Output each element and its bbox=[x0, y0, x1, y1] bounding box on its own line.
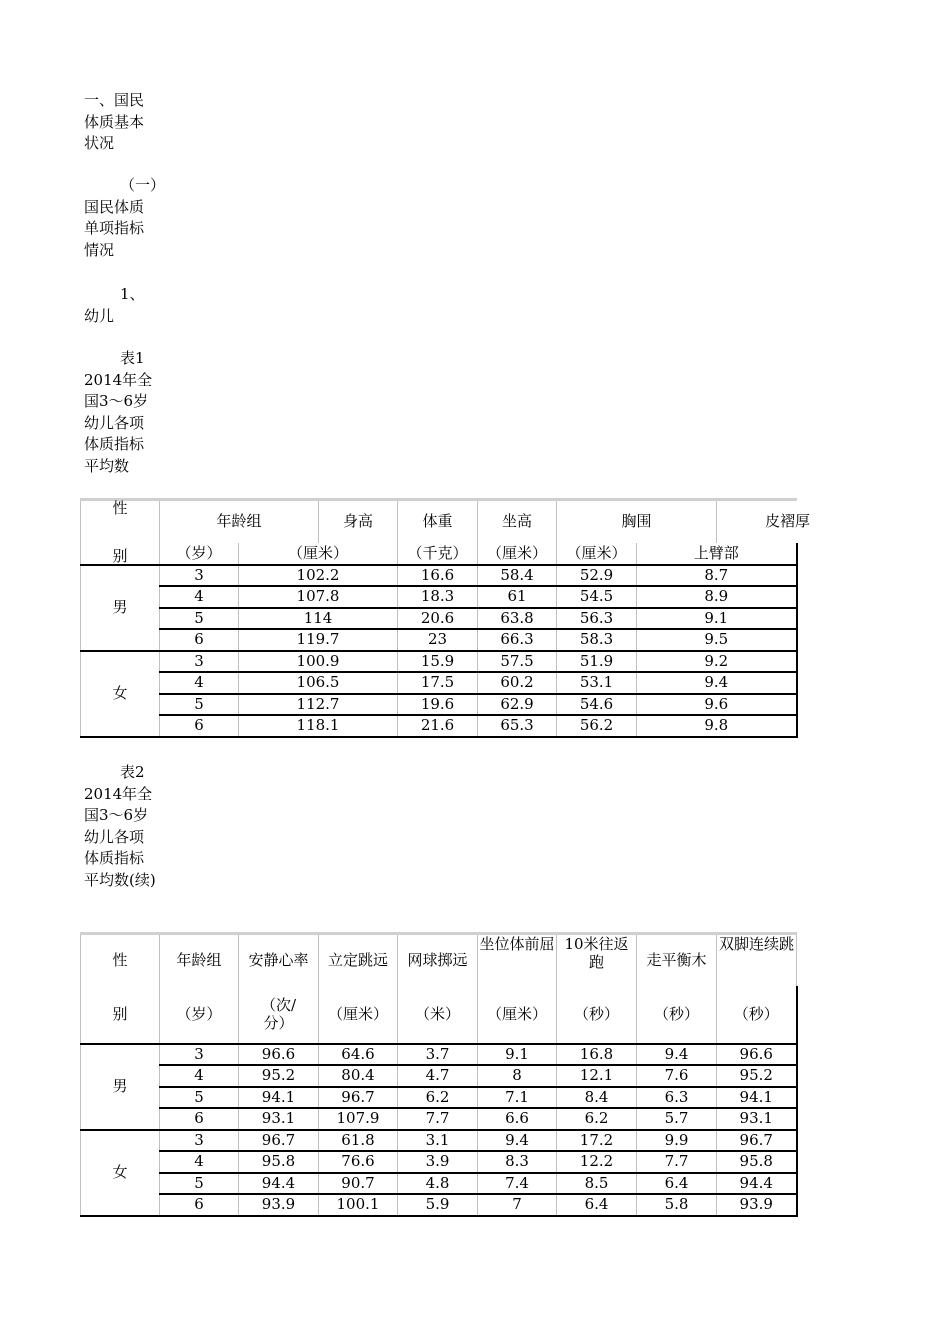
t2-cell: 8 bbox=[478, 1065, 557, 1087]
t1-cell: 17.5 bbox=[398, 672, 478, 694]
t2-cell: 8.3 bbox=[478, 1151, 557, 1173]
t1-cell: 9.1 bbox=[637, 608, 797, 630]
t2-cell: 7 bbox=[478, 1194, 557, 1216]
t1-cell: 53.1 bbox=[557, 672, 637, 694]
t2-cell: 3 bbox=[160, 1044, 239, 1066]
t2-cell: 16.8 bbox=[557, 1044, 637, 1066]
t1-cell: 100.9 bbox=[239, 651, 398, 673]
t1-cell: 56.2 bbox=[557, 715, 637, 737]
t1-cell: 5 bbox=[160, 608, 239, 630]
t2-cell: 7.4 bbox=[478, 1173, 557, 1195]
t2-cell: 61.8 bbox=[319, 1130, 398, 1152]
t1-unit-sitting-height: （厘米） bbox=[478, 543, 557, 565]
t1-cell: 5 bbox=[160, 694, 239, 716]
t1-cell: 8.7 bbox=[637, 565, 797, 587]
t1-cell: 20.6 bbox=[398, 608, 478, 630]
t1-cell: 54.5 bbox=[557, 586, 637, 608]
t2-cell: 6.4 bbox=[637, 1173, 717, 1195]
t2-cell: 93.1 bbox=[239, 1108, 319, 1130]
t1-cell: 65.3 bbox=[478, 715, 557, 737]
t1-header-age: 年龄组 bbox=[160, 500, 319, 543]
t2-cell: 9.1 bbox=[478, 1044, 557, 1066]
t2-sex-female: 女 bbox=[81, 1130, 160, 1216]
t1-header-height: 身高 bbox=[319, 500, 398, 543]
t1-cell: 54.6 bbox=[557, 694, 637, 716]
t2-cell: 90.7 bbox=[319, 1173, 398, 1195]
t1-unit-height: （厘米） bbox=[239, 543, 398, 565]
t2-unit-standing-jump: （厘米） bbox=[319, 986, 398, 1044]
t1-sex-female: 女 bbox=[81, 651, 160, 737]
t1-header-sex-bottom: 别 bbox=[81, 543, 160, 565]
t1-unit-upper-arm: 上臂部 bbox=[637, 543, 797, 565]
t1-cell: 51.9 bbox=[557, 651, 637, 673]
t2-cell: 6.2 bbox=[557, 1108, 637, 1130]
t2-cell: 95.2 bbox=[717, 1065, 797, 1087]
t2-cell: 6 bbox=[160, 1108, 239, 1130]
t1-sex-male: 男 bbox=[81, 565, 160, 651]
t2-cell: 95.8 bbox=[717, 1151, 797, 1173]
t2-cell: 94.1 bbox=[717, 1087, 797, 1109]
t2-cell: 94.4 bbox=[717, 1173, 797, 1195]
t1-header-skinfold: 皮褶厚 bbox=[717, 500, 797, 543]
t1-cell: 63.8 bbox=[478, 608, 557, 630]
t2-header-tennis-throw: 网球掷远 bbox=[398, 934, 478, 986]
t1-header-weight: 体重 bbox=[398, 500, 478, 543]
t1-cell: 102.2 bbox=[239, 565, 398, 587]
t2-cell: 6 bbox=[160, 1194, 239, 1216]
t1-cell: 15.9 bbox=[398, 651, 478, 673]
t2-sex-male: 男 bbox=[81, 1044, 160, 1130]
t2-cell: 12.1 bbox=[557, 1065, 637, 1087]
t2-cell: 96.7 bbox=[239, 1130, 319, 1152]
t1-cell: 3 bbox=[160, 651, 239, 673]
t2-unit-sit-reach: （厘米） bbox=[478, 986, 557, 1044]
t2-cell: 5 bbox=[160, 1087, 239, 1109]
t2-cell: 96.7 bbox=[319, 1087, 398, 1109]
subsection-heading-2: 1、幼儿 bbox=[84, 285, 145, 325]
t2-cell: 9.4 bbox=[478, 1130, 557, 1152]
t2-unit-tennis-throw: （米） bbox=[398, 986, 478, 1044]
t2-cell: 8.5 bbox=[557, 1173, 637, 1195]
t1-cell: 57.5 bbox=[478, 651, 557, 673]
t2-unit-shuttle-run: （秒） bbox=[557, 986, 637, 1044]
t2-cell: 100.1 bbox=[319, 1194, 398, 1216]
t2-cell: 4 bbox=[160, 1151, 239, 1173]
t2-header-sex-bottom: 别 bbox=[81, 986, 160, 1044]
t2-cell: 107.9 bbox=[319, 1108, 398, 1130]
t1-cell: 62.9 bbox=[478, 694, 557, 716]
t2-cell: 4 bbox=[160, 1065, 239, 1087]
t2-cell: 5 bbox=[160, 1173, 239, 1195]
table2-caption: 表2 2014年全国3～6岁幼儿各项体质指标平均数(续) bbox=[84, 763, 156, 889]
t2-cell: 95.8 bbox=[239, 1151, 319, 1173]
t1-cell: 3 bbox=[160, 565, 239, 587]
t1-cell: 56.3 bbox=[557, 608, 637, 630]
t2-unit-double-jump: （秒） bbox=[717, 986, 797, 1044]
t2-cell: 7.6 bbox=[637, 1065, 717, 1087]
t2-header-age: 年龄组 bbox=[160, 934, 239, 986]
t1-cell: 21.6 bbox=[398, 715, 478, 737]
t2-cell: 93.9 bbox=[239, 1194, 319, 1216]
t2-cell: 4.7 bbox=[398, 1065, 478, 1087]
t1-cell: 118.1 bbox=[239, 715, 398, 737]
t2-cell: 8.4 bbox=[557, 1087, 637, 1109]
t2-cell: 94.1 bbox=[239, 1087, 319, 1109]
t2-cell: 3.7 bbox=[398, 1044, 478, 1066]
t2-cell: 93.1 bbox=[717, 1108, 797, 1130]
t2-cell: 95.2 bbox=[239, 1065, 319, 1087]
t1-cell: 9.4 bbox=[637, 672, 797, 694]
t1-cell: 112.7 bbox=[239, 694, 398, 716]
t1-cell: 58.4 bbox=[478, 565, 557, 587]
t1-header-chest: 胸围 bbox=[557, 500, 717, 543]
table2 bbox=[80, 932, 798, 1217]
t2-cell: 94.4 bbox=[239, 1173, 319, 1195]
t1-cell: 4 bbox=[160, 672, 239, 694]
t2-header-shuttle-run: 10米往返跑 bbox=[557, 934, 637, 986]
t2-header-balance-beam: 走平衡木 bbox=[637, 934, 717, 986]
t1-header-sitting-height: 坐高 bbox=[478, 500, 557, 543]
t1-cell: 23 bbox=[398, 629, 478, 651]
t2-unit-balance-beam: （秒） bbox=[637, 986, 717, 1044]
t2-cell: 64.6 bbox=[319, 1044, 398, 1066]
t1-cell: 6 bbox=[160, 629, 239, 651]
t1-cell: 114 bbox=[239, 608, 398, 630]
t2-cell: 9.9 bbox=[637, 1130, 717, 1152]
t2-cell: 5.7 bbox=[637, 1108, 717, 1130]
t1-cell: 9.6 bbox=[637, 694, 797, 716]
t1-cell: 106.5 bbox=[239, 672, 398, 694]
t1-cell: 61 bbox=[478, 586, 557, 608]
t2-cell: 7.7 bbox=[398, 1108, 478, 1130]
t2-cell: 80.4 bbox=[319, 1065, 398, 1087]
t1-unit-age: （岁） bbox=[160, 543, 239, 565]
t1-cell: 60.2 bbox=[478, 672, 557, 694]
t2-cell: 93.9 bbox=[717, 1194, 797, 1216]
t1-cell: 16.6 bbox=[398, 565, 478, 587]
t2-cell: 3 bbox=[160, 1130, 239, 1152]
t1-cell: 9.5 bbox=[637, 629, 797, 651]
t2-cell: 76.6 bbox=[319, 1151, 398, 1173]
t2-cell: 96.6 bbox=[239, 1044, 319, 1066]
t1-cell: 8.9 bbox=[637, 586, 797, 608]
table1 bbox=[80, 498, 811, 738]
t2-cell: 7.7 bbox=[637, 1151, 717, 1173]
t2-cell: 4.8 bbox=[398, 1173, 478, 1195]
t2-cell: 6.4 bbox=[557, 1194, 637, 1216]
t1-cell: 18.3 bbox=[398, 586, 478, 608]
t2-cell: 6.3 bbox=[637, 1087, 717, 1109]
t2-cell: 17.2 bbox=[557, 1130, 637, 1152]
t2-unit-age: （岁） bbox=[160, 986, 239, 1044]
t2-header-double-jump: 双脚连续跳 bbox=[717, 934, 797, 986]
t1-cell: 9.8 bbox=[637, 715, 797, 737]
t2-cell: 6.6 bbox=[478, 1108, 557, 1130]
t1-unit-weight: （千克） bbox=[398, 543, 478, 565]
t1-unit-chest: （厘米） bbox=[557, 543, 637, 565]
section-heading: 一、国民体质基本状况 bbox=[84, 91, 145, 152]
t1-cell: 19.6 bbox=[398, 694, 478, 716]
t2-cell: 3.9 bbox=[398, 1151, 478, 1173]
t1-cell: 107.8 bbox=[239, 586, 398, 608]
t2-header-standing-jump: 立定跳远 bbox=[319, 934, 398, 986]
t2-cell: 96.7 bbox=[717, 1130, 797, 1152]
t2-header-sit-reach: 坐位体前屈 bbox=[478, 934, 557, 986]
t2-cell: 96.6 bbox=[717, 1044, 797, 1066]
t2-cell: 5.8 bbox=[637, 1194, 717, 1216]
t1-cell: 4 bbox=[160, 586, 239, 608]
t2-cell: 3.1 bbox=[398, 1130, 478, 1152]
t1-cell: 119.7 bbox=[239, 629, 398, 651]
t1-cell: 66.3 bbox=[478, 629, 557, 651]
t1-cell: 58.3 bbox=[557, 629, 637, 651]
t2-header-sex-top: 性 bbox=[81, 934, 160, 986]
t1-cell: 52.9 bbox=[557, 565, 637, 587]
t2-cell: 5.9 bbox=[398, 1194, 478, 1216]
t2-cell: 9.4 bbox=[637, 1044, 717, 1066]
t1-cell: 9.2 bbox=[637, 651, 797, 673]
t1-cell: 6 bbox=[160, 715, 239, 737]
t2-unit-resting-hr: （次/分） bbox=[239, 986, 319, 1044]
t2-cell: 12.2 bbox=[557, 1151, 637, 1173]
subsection-heading: （一）国民体质单项指标情况 bbox=[84, 176, 158, 259]
table1-caption: 表1 2014年全国3～6岁幼儿各项体质指标平均数 bbox=[84, 349, 153, 475]
t2-header-resting-hr: 安静心率 bbox=[239, 934, 319, 986]
t1-header-sex-top: 性 bbox=[81, 500, 160, 543]
t2-cell: 7.1 bbox=[478, 1087, 557, 1109]
t2-cell: 6.2 bbox=[398, 1087, 478, 1109]
